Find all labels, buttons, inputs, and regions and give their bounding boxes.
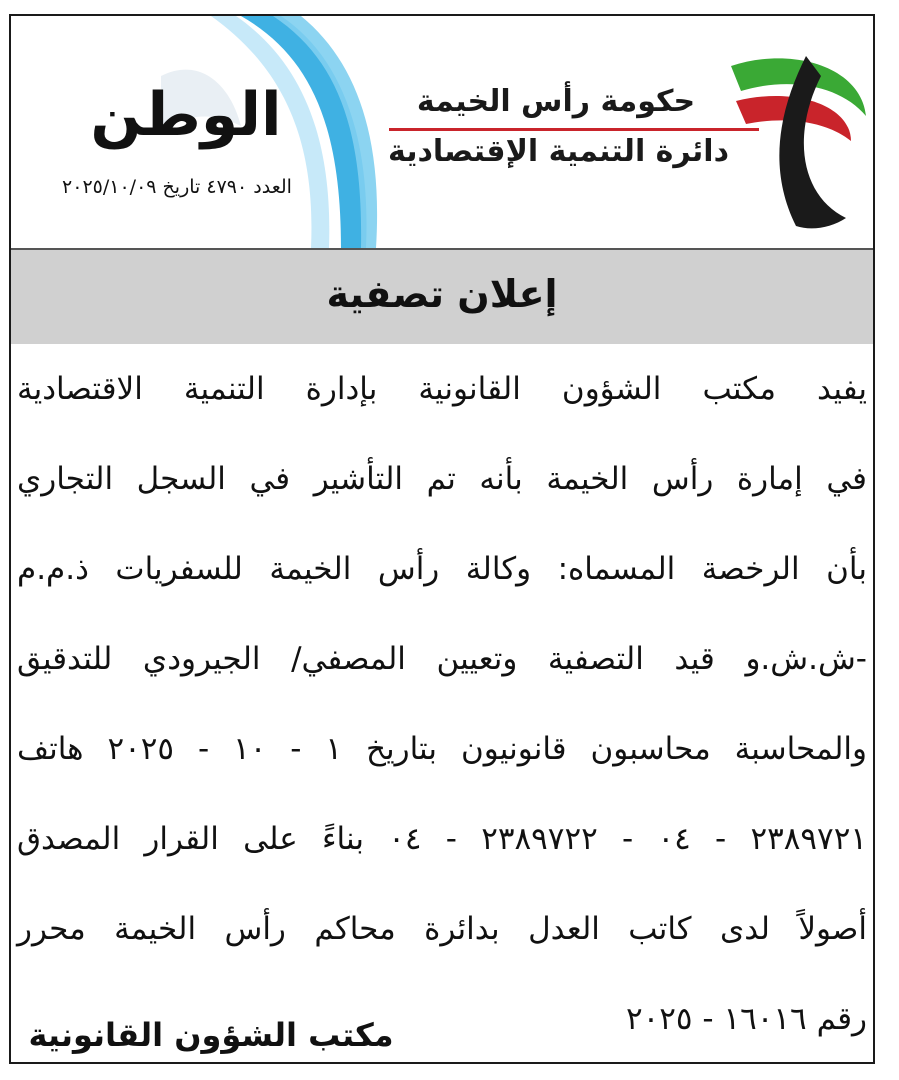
notice-line: في إمارة رأس الخيمة بأنه تم التأشير في السجل التجاري <box>17 461 867 497</box>
notice-line: يفيد مكتب الشؤون القانونية بإدارة التنمية الاقتصادية <box>17 371 867 407</box>
government-name: حكومة رأس الخيمة <box>416 84 696 119</box>
notice-header <box>11 16 873 248</box>
notice-title: إعلان تصفية <box>326 272 558 316</box>
header-red-divider <box>389 128 759 131</box>
issue-number-date: العدد ٤٧٩٠ تاريخ ٢٠٢٥/١٠/٠٩ <box>62 176 292 198</box>
notice-body <box>17 344 867 1064</box>
notice-line: رقم ١٦٠١٦ - ٢٠٢٥ <box>625 1001 867 1037</box>
notice-title-banner <box>11 248 873 344</box>
ded-logo-icon <box>711 46 871 236</box>
notice-line: والمحاسبة محاسبون قانونيون بتاريخ ١ - ١٠ - ٢٠٢٥ هاتف <box>17 731 867 767</box>
notice-line: بأن الرخصة المسماه: وكالة رأس الخيمة للسفريات ذ.م.م <box>17 551 867 587</box>
signature-office: مكتب الشؤون القانونية <box>28 1016 394 1054</box>
newspaper-name: الوطن <box>90 80 282 150</box>
notice-line: أصولاً لدى كاتب العدل بدائرة محاكم رأس الخيمة محرر <box>17 911 867 947</box>
notice-line: -ش.ش.و قيد التصفية وتعيين المصفي/ الجيرودي للتدقيق <box>17 641 867 677</box>
notice-line: ٢٣٨٩٧٢١ - ٠٤ - ٢٣٨٩٧٢٢ - ٠٤ بناءً على القرار المصدق <box>17 821 868 857</box>
department-name: دائرة التنمية الإقتصادية <box>388 134 729 169</box>
notice-frame <box>9 14 875 1064</box>
